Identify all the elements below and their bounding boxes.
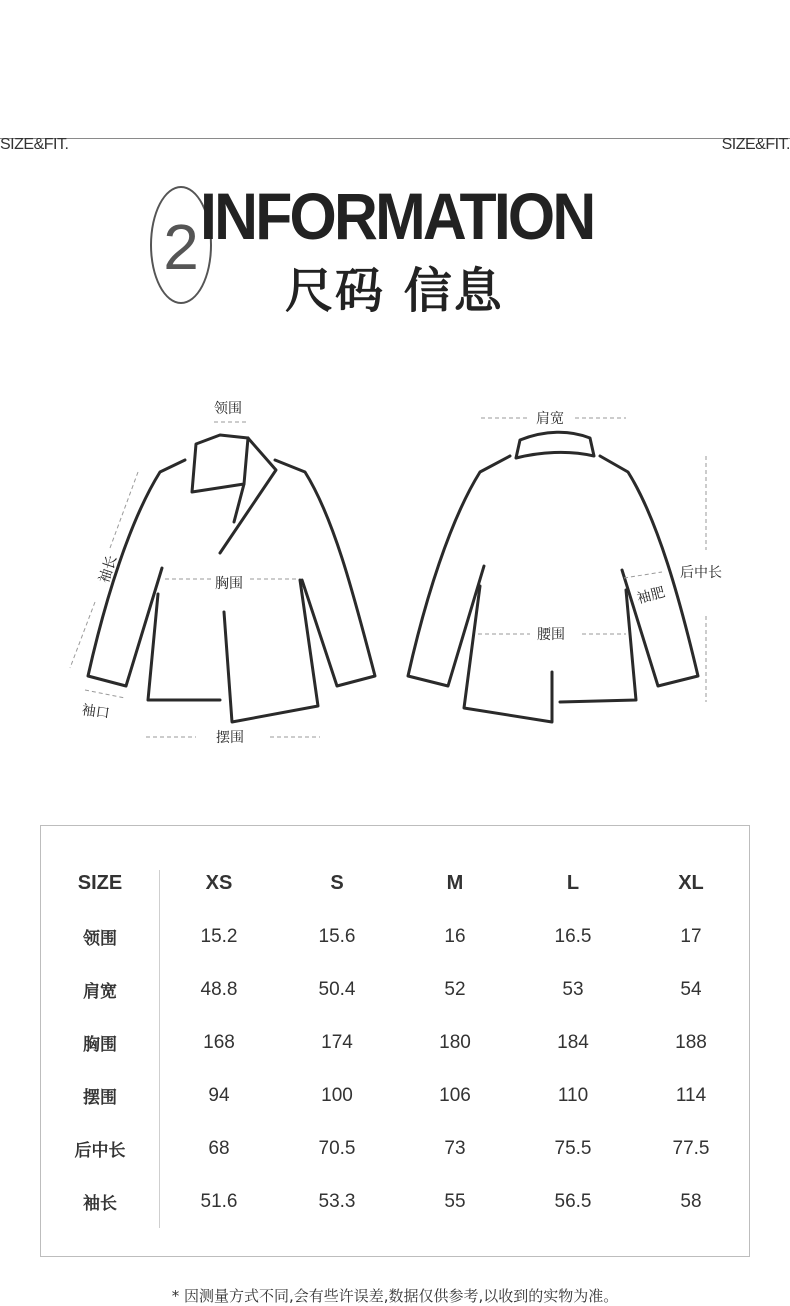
header-xl: XL — [678, 872, 704, 894]
table-cell: 52 — [444, 978, 466, 1000]
header-m: M — [446, 872, 464, 894]
table-cell: 58 — [680, 1190, 702, 1212]
row-label: 领围 — [83, 929, 117, 949]
row-label: 摆围 — [83, 1088, 117, 1108]
label-back-length: 后中长 — [680, 565, 722, 581]
table-cell: 106 — [439, 1084, 471, 1106]
label-collar: 领围 — [214, 401, 242, 417]
table-cell: 77.5 — [672, 1137, 710, 1159]
row-label: 胸围 — [83, 1035, 117, 1055]
table-cell: 180 — [439, 1031, 471, 1053]
table-cell: 110 — [557, 1084, 589, 1106]
table-cell: 54 — [680, 978, 702, 1000]
table-header-row — [40, 857, 750, 910]
table-cell: 184 — [557, 1031, 589, 1053]
table-row — [40, 910, 750, 963]
measurement-guides — [70, 418, 706, 737]
table-cell: 50.4 — [318, 978, 356, 1000]
header-l: L — [566, 872, 580, 894]
row-label: 袖长 — [83, 1194, 117, 1214]
label-chest: 胸围 — [215, 576, 243, 592]
table-row — [40, 1175, 750, 1228]
size-fit-tag-right: SIZE&FIT. — [721, 136, 790, 153]
header-size: SIZE — [77, 872, 123, 894]
header-s: S — [330, 872, 344, 894]
table-cell: 16 — [444, 925, 466, 947]
table-cell: 55 — [444, 1190, 466, 1212]
table-cell: 53.3 — [318, 1190, 356, 1212]
table-cell: 17 — [680, 925, 702, 947]
header-divider — [0, 138, 790, 139]
table-cell: 75.5 — [554, 1137, 592, 1159]
table-cell: 73 — [444, 1137, 466, 1159]
row-label: 肩宽 — [83, 982, 117, 1002]
table-cell: 114 — [675, 1084, 707, 1106]
section-title-cn: 尺码 信息 — [285, 263, 504, 319]
table-cell: 51.6 — [200, 1190, 238, 1212]
table-cell: 94 — [208, 1084, 230, 1106]
section-number: 2 — [163, 211, 199, 283]
table-cell: 174 — [321, 1031, 353, 1053]
label-waist: 腰围 — [537, 627, 565, 643]
table-cell: 100 — [321, 1084, 353, 1106]
row-label: 后中长 — [74, 1141, 126, 1161]
table-cell: 16.5 — [554, 925, 592, 947]
table-cell: 70.5 — [318, 1137, 356, 1159]
table-cell: 15.2 — [200, 925, 238, 947]
table-row — [40, 1016, 750, 1069]
table-row — [40, 963, 750, 1016]
label-hem: 摆围 — [216, 730, 244, 746]
table-row — [40, 1122, 750, 1175]
table-row — [40, 1069, 750, 1122]
table-cell: 56.5 — [554, 1190, 592, 1212]
table-cell: 168 — [203, 1031, 235, 1053]
label-cuff: 袖口 — [80, 702, 111, 722]
table-cell: 15.6 — [318, 925, 356, 947]
header-xs: XS — [205, 872, 233, 894]
table-cell: 53 — [562, 978, 584, 1000]
size-fit-tag-left: SIZE&FIT. — [0, 136, 69, 153]
label-sleeve-length: 袖长 — [96, 553, 121, 586]
garment-measurement-diagram — [0, 380, 790, 760]
section-title-en: INFORMATION — [200, 179, 594, 253]
table-cell: 68 — [208, 1137, 230, 1159]
size-table — [40, 857, 750, 1228]
back-jacket-outline — [408, 432, 698, 722]
measurement-disclaimer: * 因测量方式不同,会有些许误差,数据仅供参考,以收到的实物为准。 — [171, 1287, 619, 1305]
label-sleeve-width: 袖肥 — [635, 584, 667, 608]
label-shoulder: 肩宽 — [536, 411, 564, 427]
table-cell: 48.8 — [200, 978, 238, 1000]
table-cell: 188 — [675, 1031, 707, 1053]
